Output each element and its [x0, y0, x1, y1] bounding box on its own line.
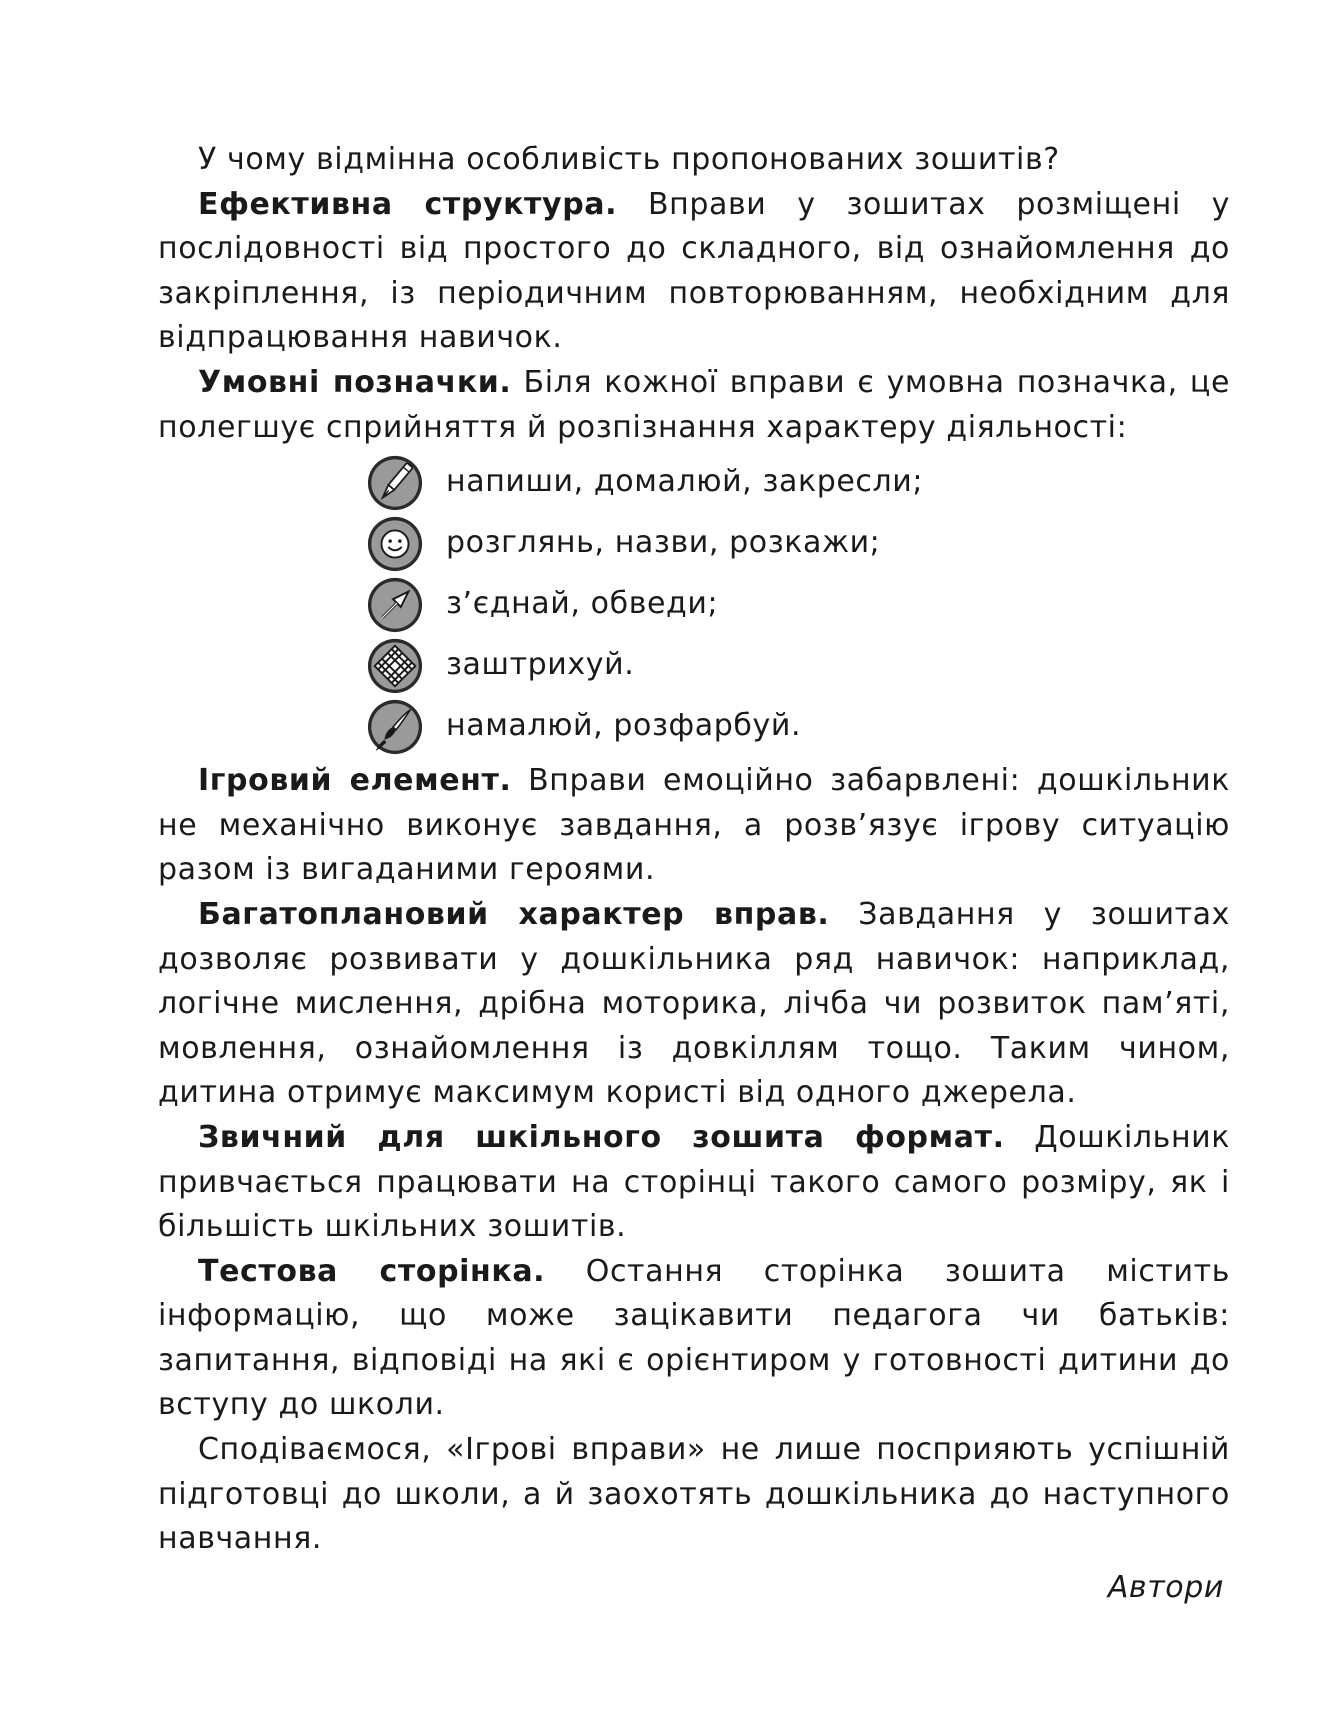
section-text: Завдання у зошитах дозволяє розвивати у дошкільника ряд навичок: наприклад, логічне мислення, дрібна моторика, лічба чи розвиток пам’яті, мовлення, ознайомлення із довкіллям тощо. Таким чином, дитина отримує максимум користі від одного джерела.: [158, 896, 1230, 1111]
arrow-icon: [366, 576, 424, 634]
section-text: Дошкільник привчається працювати на сторінці такого самого розміру, як і більшість шкільних зошитів.: [158, 1119, 1230, 1245]
section-text: Вправи у зошитах розміщені у послідовності від простого до складного, від ознайомлення до закріплення, із періодичним повторюванням, необхідним для відпрацювання навичок.: [158, 186, 1230, 356]
section-format: [158, 1116, 1230, 1250]
page-content: [158, 138, 1230, 1640]
signature: Автори: [1107, 1569, 1224, 1605]
legend-item-paint: [366, 696, 1230, 757]
section-title: Ігровий елемент.: [198, 763, 512, 799]
legend-label: намалюй, розфарбуй.: [446, 708, 802, 744]
legend-label: напиши, домалюй, закресли;: [446, 464, 924, 500]
section-title: Тестова сторінка.: [198, 1253, 546, 1289]
section-symbols: [158, 361, 1230, 450]
legend-item-write: [366, 452, 1230, 513]
legend-label: з’єднай, обведи;: [446, 586, 719, 622]
section-title: Ефективна структура.: [198, 186, 618, 222]
legend-item-hatch: [366, 635, 1230, 696]
section-text: Вправи емоційно забарвлені: дошкільник не механічно виконує завдання, а розв’язує ігрову ситуацію разом із вигаданими героями.: [158, 763, 1230, 888]
closing-paragraph: Сподіваємося, «Ігрові вправи» не лише посприяють успішній підготовці до школи, а й заохотять дошкільника до наступного навчання.: [158, 1432, 1230, 1557]
section-text: Остання сторінка зошита містить інформацію, що може зацікавити педагога чи батьків: запитання, відповіді на які є орієнтиром у готовності дитини до вступу до школи.: [158, 1253, 1230, 1423]
legend-item-connect: [366, 574, 1230, 635]
smiley-icon: [366, 515, 424, 573]
legend-label: заштрихуй.: [446, 647, 635, 683]
section-structure: [158, 183, 1230, 361]
hatch-icon: [366, 637, 424, 695]
intro-paragraph: У чому відмінна особливість пропонованих зошитів?: [198, 142, 1060, 177]
section-test-page: [158, 1250, 1230, 1428]
section-game: [158, 759, 1230, 893]
section-title: Звичний для шкільного зошита формат.: [198, 1119, 1005, 1155]
section-title: Умовні позначки.: [198, 364, 512, 400]
section-title: Багатоплановий характер вправ.: [198, 896, 830, 932]
pen-icon: [366, 454, 424, 512]
brush-icon: [366, 698, 424, 756]
symbols-legend: [158, 452, 1230, 757]
legend-label: розглянь, назви, розкажи;: [446, 525, 881, 561]
legend-item-look: [366, 513, 1230, 574]
section-multifaceted: [158, 893, 1230, 1116]
section-text: Біля кожної вправи є умовна позначка, це полегшує сприйняття й розпізнання характеру діяльності:: [158, 364, 1231, 445]
